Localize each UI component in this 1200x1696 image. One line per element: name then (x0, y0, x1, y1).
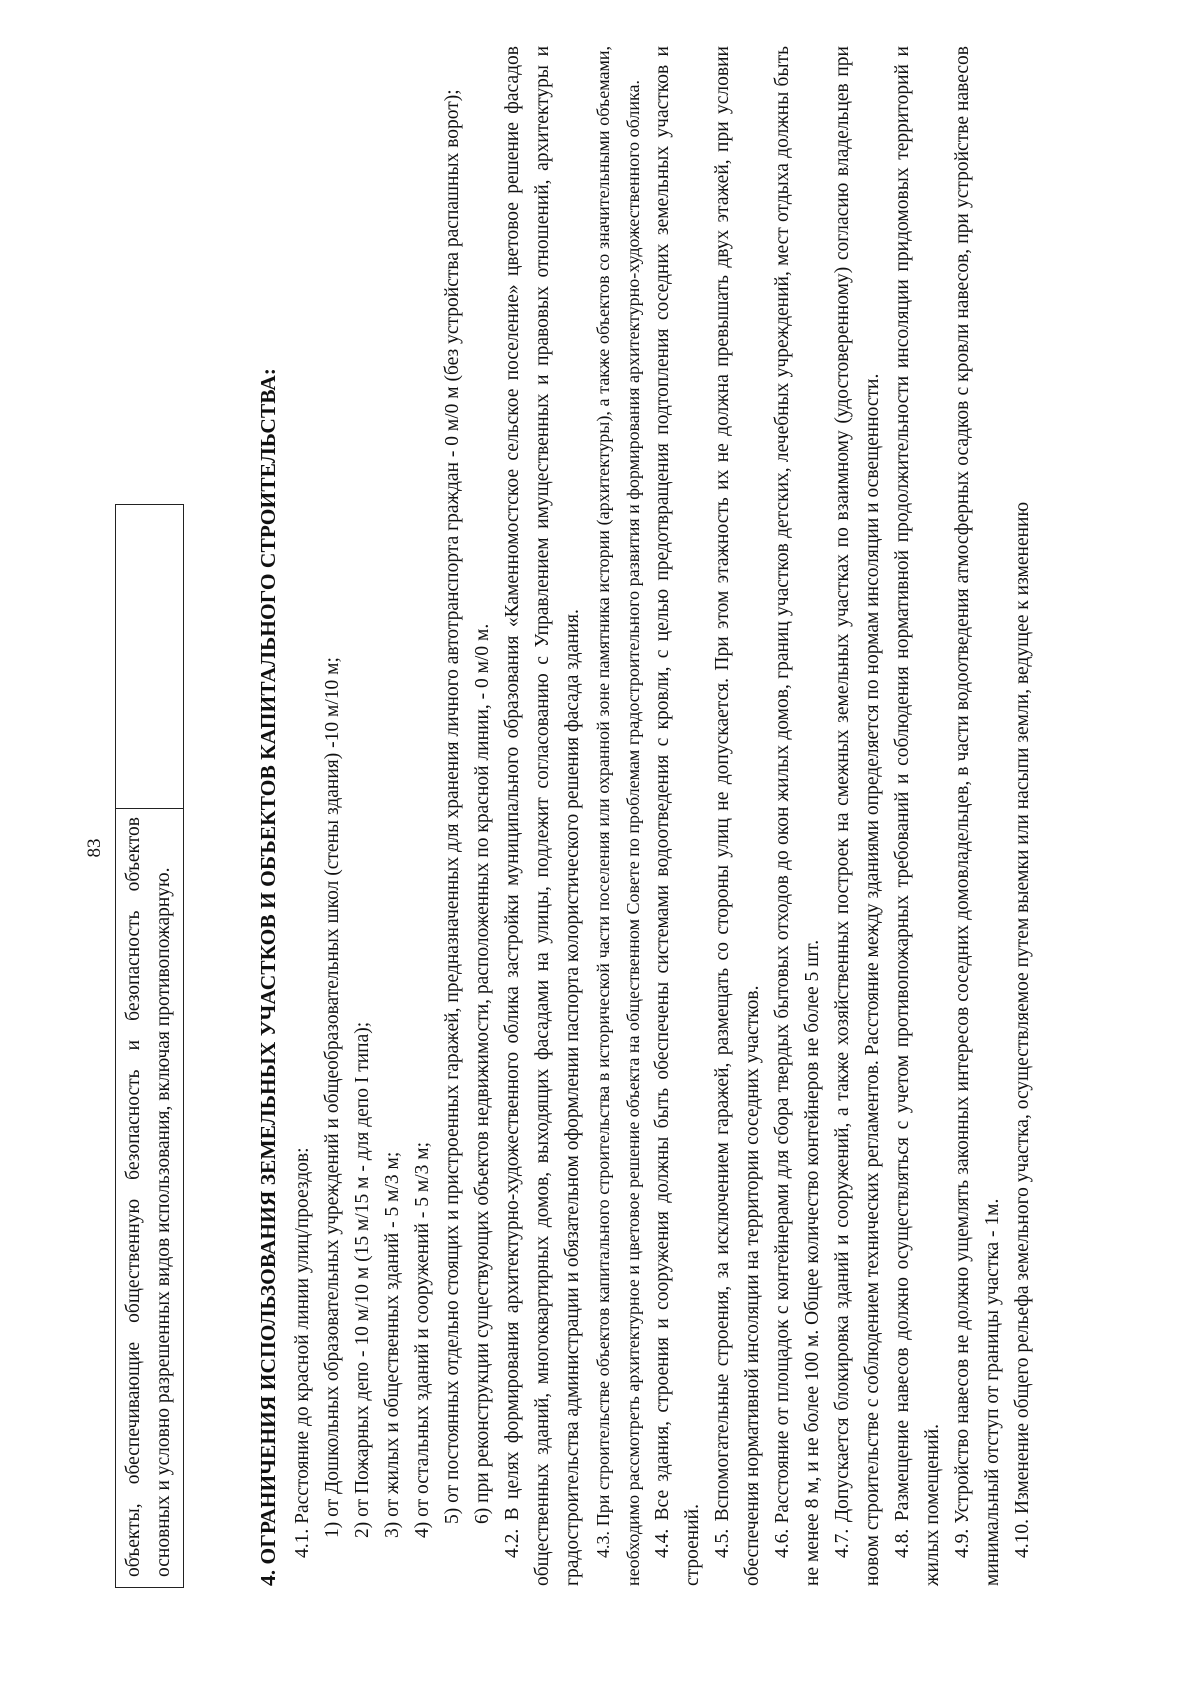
paragraph-4-9: 4.9. Устройство навесов не должно ущемлять законных интересов соседних домовладельцев, в части водоотведения атмосферных осадков с кровли навесов, при устройстве навесов минимальный отступ от границы участка - 1м. (952, 46, 1003, 1586)
list-item: 3) от жилых и общественных зданий - 5 м/3 м; (382, 1151, 403, 1538)
section-heading: 4. ОГРАНИЧЕНИЯ ИСПОЛЬЗОВАНИЯ ЗЕМЕЛЬНЫХ УЧАСТКОВ И ОБЪЕКТОВ КАПИТАЛЬНОГО СТРОИТЕЛЬСТВА: (256, 368, 280, 1586)
paragraph-4-6: 4.6. Расстояние от площадок с контейнерами для сбора твердых бытовых отходов до окон жилых домов, границ участков детских, лечебных учреждений, мест отдыха должны быть не менее 8 м, и не более 100 м. Общее количество контейнеров не более 5 шт. (772, 46, 823, 1586)
paragraph-4-10: 4.10. Изменение общего рельефа земельного участка, осуществляемое путем выемки или насыпи земли, ведущее к изменению (1012, 501, 1033, 1558)
paragraph-4-3: 4.3. При строительстве объектов капитального строительства в исторической части поселения или охранной зоне памятника истории (архитектуры), а также объектов со значительными объемами, необходимо рассмотреть архитектурное и цветовое решение объекта на общественном Совете по проблемам градостроительного развития и формирования архитектурно-художественного облика. (593, 46, 643, 1586)
list-item: 4) от остальных зданий и сооружений - 5 м/3 м; (412, 1141, 433, 1538)
paragraph-4-8: 4.8. Размещение навесов должно осуществляться с учетом противопожарных требований и соблюдения нормативной продолжительности инсоляции придомовых территорий и жилых помещений. (892, 46, 943, 1586)
section-content (248, 46, 1038, 1586)
paragraph-4-1: 4.1. Расстояние до красной линии улиц/проездов: (292, 1147, 313, 1558)
paragraph-4-4: 4.4. Все здания, строения и сооружения должны быть обеспечены системами водоотведения с кровли, с целью предотвращения подтопления соседних земельных участков и строений. (652, 46, 703, 1586)
paragraph-4-7: 4.7. Допускается блокировка зданий и сооружений, а также хозяйственных построек на смежных земельных участках по взаимному (удостоверенному) согласию владельцев при новом строительстве с соблюдением технических регламентов. Расстояние между зданиями определяется по нормам инсоляции и освещенности. (832, 46, 883, 1586)
continuation-table (115, 504, 184, 1588)
table-cell-text: объекты, обеспечивающие общественную безопасность и безопасность объектов основных и условно разрешенных видов использования, включая противопожарную. (116, 809, 184, 1588)
paragraph-4-5: 4.5. Вспомогательные строения, за исключением гаражей, размещать со стороны улиц не допускается. При этом этажность их не должна превышать двух этажей, при условии обеспечения нормативной инсоляции на территории соседних участков. (712, 46, 763, 1586)
list-item: 5) от постоянных отдельно стоящих и пристроенных гаражей, предназначенных для хранения личного автотранспорта граждан - 0 м/0 м (без устройства распашных ворот); (442, 89, 463, 1524)
table-row (116, 505, 184, 1588)
paragraph-4-2: 4.2. В целях формирования архитектурно-художественного облика застройки муниципального образования «Каменномостское сельское поселение» цветовое решение фасадов общественных зданий, многоквартирных домов, выходящих фасадами на улицы, подлежит согласованию с Управлением имущественных и правовых отношений, архитектуры и градостроительства администрации и обязательном оформлении паспорта колористического решения фасада здания. (502, 46, 583, 1586)
list-item: 2) от Пожарных депо - 10 м/10 м (15 м/15 м - для депо I типа); (352, 1021, 373, 1538)
table-cell-empty (116, 505, 184, 809)
page-number: 83 (84, 838, 105, 858)
list-item: 1) от Дошкольных образовательных учреждений и общеобразовательных школ (стены здания) -10 м/10 м; (322, 657, 343, 1538)
list-item: 6) при реконструкции существующих объектов недвижимости, расположенных по красной линии, - 0 м/0 м. (472, 623, 493, 1524)
